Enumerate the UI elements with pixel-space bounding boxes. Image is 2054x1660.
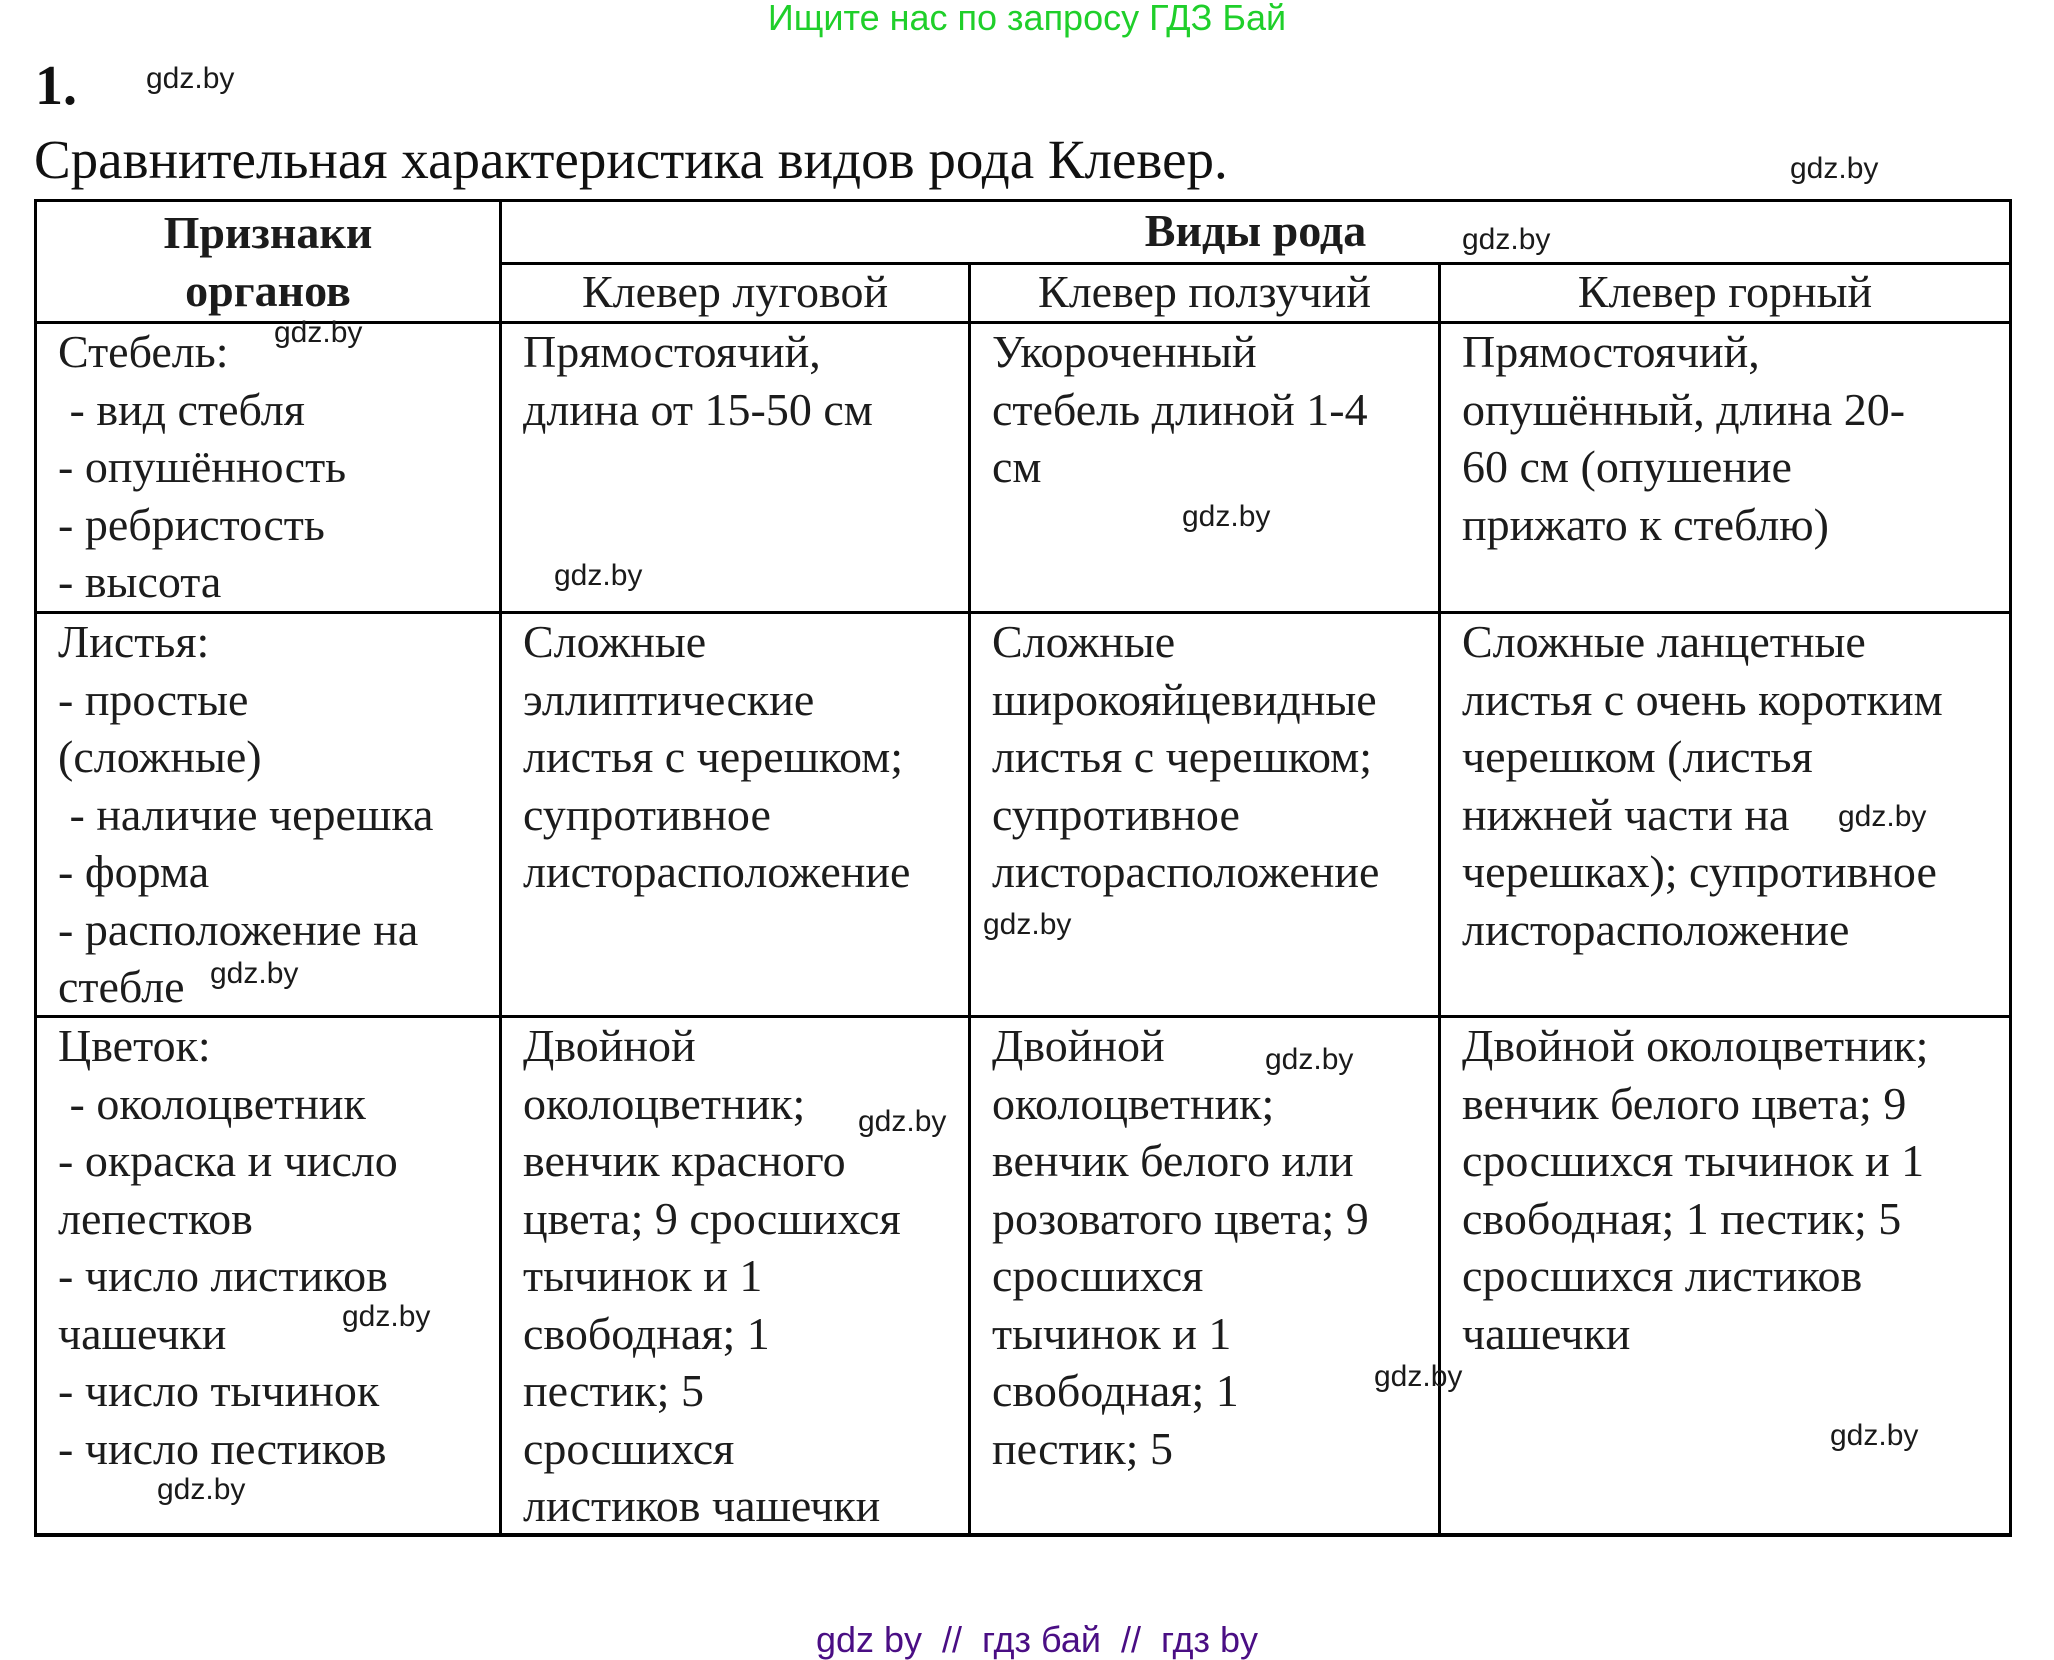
watermark: gdz.by [157, 1473, 246, 1506]
feature-line: - расположение на [58, 903, 419, 955]
cell-line: листорасположение [992, 846, 1380, 897]
feature-line: Листья: [58, 616, 210, 667]
row-stem-mountain [1462, 323, 1905, 553]
cell-line: пестик; 5 [992, 1422, 1173, 1474]
cell-line: нижней части на [1462, 788, 1790, 840]
header-species-group-label: Виды рода [1144, 205, 1367, 256]
cell-line: венчик красного [523, 1135, 846, 1186]
cell-line: пестик; 5 [523, 1365, 704, 1416]
cell-line: 60 см (опушение [1462, 441, 1792, 492]
table-border-right [2009, 199, 2012, 1536]
cell-line: Двойной [523, 1020, 696, 1071]
cell-line: прижато к стеблю) [1462, 498, 1829, 550]
watermark: gdz.by [146, 62, 235, 95]
feature-line: Стебель: [58, 326, 229, 377]
page-title: Сравнительная характеристика видов рода Клевер. [34, 129, 1228, 190]
footer-text: gdz by // гдз бай // гдз by [815, 1619, 1259, 1660]
cell-line: черешком (листья [1462, 731, 1813, 782]
footer-links [0, 1580, 2054, 1660]
cell-line: листорасположение [523, 846, 911, 897]
row-flower-features [58, 1017, 398, 1477]
header-species-meadow [502, 263, 968, 321]
header-species-label: Клевер ползучий [1038, 266, 1371, 317]
cell-line: Прямостоячий, [1462, 326, 1760, 377]
cell-line: чашечки [1462, 1307, 1631, 1359]
row-stem-meadow [523, 323, 873, 438]
cell-line: Сложные [992, 616, 1176, 667]
cell-line: эллиптические [523, 673, 815, 725]
feature-line: (сложные) [58, 731, 262, 782]
cell-line: Сложные [523, 616, 707, 667]
watermark: gdz.by [858, 1105, 947, 1138]
comparison-table [34, 199, 2012, 1536]
feature-line: - околоцветник [58, 1077, 366, 1129]
feature-line: - окраска и число [58, 1135, 398, 1186]
cell-line: листья с черешком; [992, 731, 1373, 782]
row-leaves-mountain [1462, 613, 1943, 958]
cell-line: сросшихся [992, 1250, 1204, 1301]
feature-line: - ребристость [58, 498, 325, 550]
feature-line: лепестков [58, 1192, 253, 1244]
table-border-bottom [34, 1533, 2012, 1537]
watermark: gdz.by [554, 559, 643, 592]
header-features-line: органов [185, 264, 351, 316]
row-flower-mountain [1462, 1017, 1928, 1362]
row-leaves-features [58, 613, 433, 1016]
table-line-col1 [499, 199, 502, 1536]
watermark: gdz.by [1462, 223, 1551, 256]
row-stem-features [58, 323, 346, 611]
cell-line: цвета; 9 сросшихся [523, 1192, 901, 1244]
watermark: gdz.by [1182, 500, 1271, 533]
cell-line: свободная; 1 [992, 1365, 1239, 1416]
cell-line: тычинок и 1 [523, 1250, 763, 1301]
cell-line: сросшихся [523, 1422, 735, 1474]
cell-line: широкояйцевидные [992, 673, 1377, 725]
header-features [37, 204, 499, 319]
feature-line: - высота [58, 556, 222, 607]
cell-line: листорасположение [1462, 903, 1850, 955]
watermark: gdz.by [274, 316, 363, 349]
cell-line: листиков чашечки [523, 1480, 881, 1531]
search-banner [0, 0, 2054, 40]
table-border-left [34, 199, 37, 1536]
cell-line: листья с очень коротким [1462, 673, 1943, 725]
cell-line: Двойной околоцветник; [1462, 1020, 1929, 1071]
cell-line: супротивное [992, 788, 1240, 840]
row-leaves-meadow [523, 613, 910, 901]
watermark: gdz.by [1790, 152, 1879, 185]
cell-line: сросшихся листиков [1462, 1250, 1863, 1301]
watermark: gdz.by [983, 908, 1072, 941]
watermark: gdz.by [1374, 1360, 1463, 1393]
search-banner-text: Ищите нас по запросу ГДЗ Бай [767, 0, 1287, 38]
cell-line: длина от 15-50 см [523, 383, 873, 435]
table-line-col2 [968, 262, 971, 1536]
task-number: 1. [35, 55, 77, 117]
row-leaves-creeping [992, 613, 1379, 901]
feature-line: - число листиков [58, 1250, 388, 1301]
feature-line: стебле [58, 961, 185, 1012]
row-flower-meadow [523, 1017, 901, 1535]
cell-line: Сложные ланцетные [1462, 616, 1866, 667]
feature-line: - простые [58, 673, 249, 725]
feature-line: - число пестиков [58, 1422, 387, 1474]
cell-line: листья с черешком; [523, 731, 904, 782]
feature-line: - вид стебля [58, 383, 305, 435]
cell-line: тычинок и 1 [992, 1307, 1232, 1359]
header-species-creeping [971, 263, 1438, 321]
watermark: gdz.by [1265, 1043, 1354, 1076]
header-features-line: Признаки [163, 207, 373, 258]
cell-line: супротивное [523, 788, 771, 840]
cell-line: свободная; 1 [523, 1307, 770, 1359]
cell-line: околоцветник; [992, 1077, 1275, 1129]
cell-line: Прямостоячий, [523, 326, 821, 377]
table-line-col3 [1438, 262, 1441, 1536]
watermark: gdz.by [210, 957, 299, 990]
header-species-label: Клевер горный [1577, 266, 1873, 317]
feature-line: - форма [58, 846, 210, 897]
header-species-mountain [1441, 263, 2009, 321]
feature-line: - опушённость [58, 441, 347, 492]
cell-line: черешках); супротивное [1462, 846, 1937, 897]
header-species-label: Клевер луговой [581, 266, 889, 317]
watermark: gdz.by [1838, 800, 1927, 833]
feature-line: Цветок: [58, 1020, 211, 1071]
feature-line: чашечки [58, 1307, 227, 1359]
feature-line: - наличие черешка [58, 788, 434, 840]
header-species-group [502, 202, 2009, 260]
watermark: gdz.by [1830, 1419, 1919, 1452]
watermark: gdz.by [342, 1300, 431, 1333]
cell-line: свободная; 1 пестик; 5 [1462, 1192, 1902, 1244]
feature-line: - число тычинок [58, 1365, 380, 1416]
cell-line: околоцветник; [523, 1077, 806, 1129]
cell-line: стебель длиной 1-4 [992, 383, 1368, 435]
cell-line: Укороченный [992, 326, 1257, 377]
cell-line: розоватого цвета; 9 [992, 1192, 1369, 1244]
row-stem-creeping [992, 323, 1368, 496]
cell-line: сросшихся тычинок и 1 [1462, 1135, 1925, 1186]
row-flower-creeping [992, 1017, 1369, 1477]
cell-line: Двойной [992, 1020, 1165, 1071]
cell-line: венчик белого цвета; 9 [1462, 1077, 1907, 1129]
cell-line: опушённый, длина 20- [1462, 383, 1906, 435]
cell-line: венчик белого или [992, 1135, 1354, 1186]
cell-line: см [992, 441, 1042, 492]
